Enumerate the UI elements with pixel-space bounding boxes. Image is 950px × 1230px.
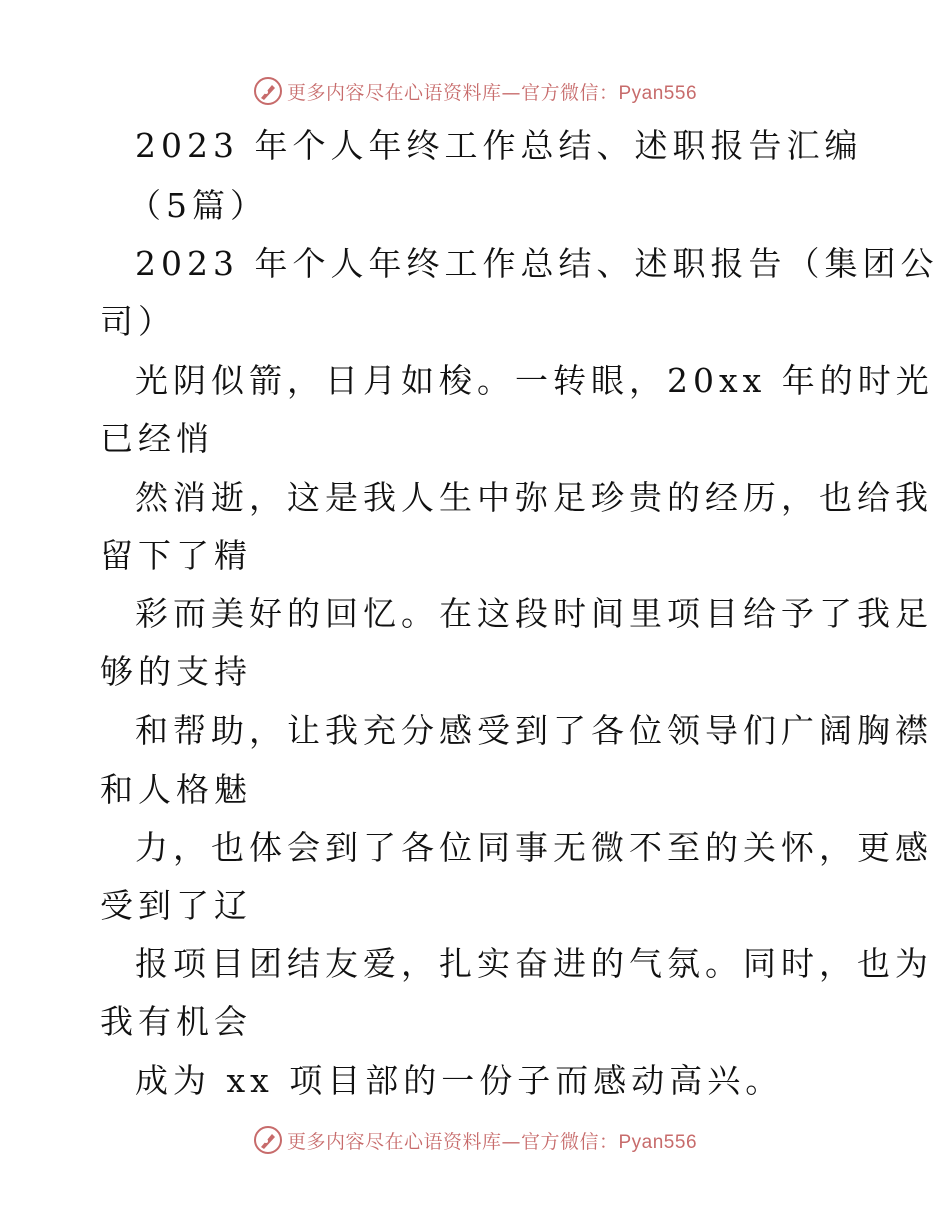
section-title-line-2: 司） bbox=[100, 302, 176, 341]
paragraph-line: 然消逝，这是我人生中弥足珍贵的经历，也给我 bbox=[135, 478, 933, 517]
paragraph-line: 和帮助，让我充分感受到了各位领导们广阔胸襟 bbox=[135, 711, 933, 750]
paragraph-line: 受到了辽 bbox=[100, 886, 252, 925]
header-watermark bbox=[0, 71, 950, 111]
paragraph-line: 和人格魅 bbox=[100, 770, 252, 809]
watermark-text: 更多内容尽在心语资料库—官方微信：Pyan556 bbox=[286, 81, 698, 104]
pen-nib-logo-icon bbox=[253, 76, 283, 106]
document-title-line-1: 2023 年个人年终工作总结、述职报告汇编 bbox=[135, 126, 863, 165]
paragraph-line: 留下了精 bbox=[100, 536, 252, 575]
paragraph-line: 光阴似箭，日月如梭。一转眼，20xx 年的时光 bbox=[135, 361, 934, 400]
section-title-line-1: 2023 年个人年终工作总结、述职报告（集团公 bbox=[135, 244, 939, 283]
footer-watermark bbox=[0, 1120, 950, 1160]
paragraph-line: 够的支持 bbox=[100, 652, 252, 691]
paragraph-line: 成为 xx 项目部的一份子而感动高兴。 bbox=[135, 1061, 784, 1100]
paragraph-line: 已经悄 bbox=[100, 419, 214, 458]
paragraph-line: 报项目团结友爱，扎实奋进的气氛。同时，也为 bbox=[135, 944, 933, 983]
watermark-text: 更多内容尽在心语资料库—官方微信：Pyan556 bbox=[286, 1130, 698, 1153]
document-title-line-2: （5篇） bbox=[128, 186, 268, 225]
paragraph-line: 力，也体会到了各位同事无微不至的关怀，更感 bbox=[135, 828, 933, 867]
paragraph-line: 彩而美好的回忆。在这段时间里项目给予了我足 bbox=[135, 594, 933, 633]
paragraph-line: 我有机会 bbox=[100, 1002, 252, 1041]
pen-nib-logo-icon bbox=[253, 1125, 283, 1155]
